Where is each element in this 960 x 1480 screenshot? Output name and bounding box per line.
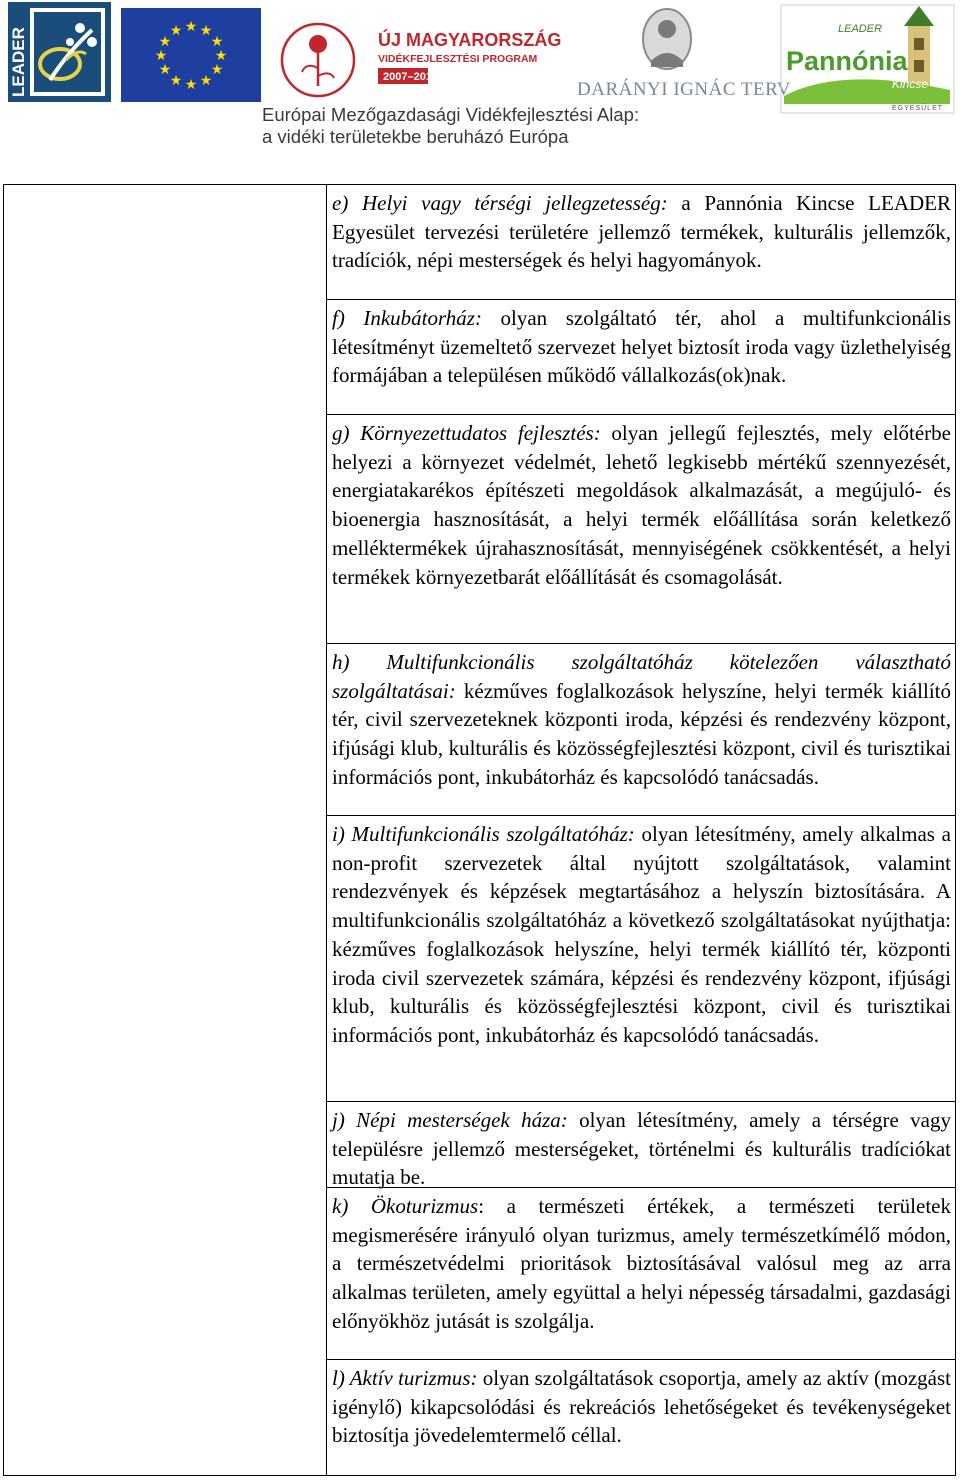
definition-row <box>327 185 955 300</box>
definition-term: k) Ökoturizmus <box>332 1194 479 1218</box>
definition-body: olyan létesítmény, amely alkalmas a non-profit szervezetek által nyújtott szolgáltatások, valamint rendezvények és képzések megtartásához a helyszín biztosítására. A multifunkcionális szolgáltatóház a következő szolgáltatásokat nyújthatja: kézműves foglalkozások helyszíne, helyi termék kiállító tér, központi iroda civil szervezetek számára, képzési és rendezvény központ, ifjúsági klub, kulturális és közösségfejlesztési központ, civil és turisztikai információs pont, inkubátorház és kapcsolódó tanácsadás. <box>332 822 952 1047</box>
leader-logo-icon <box>8 2 111 102</box>
definition-row <box>327 816 955 1102</box>
definition-text <box>332 820 951 1050</box>
definition-row <box>327 415 955 644</box>
definition-term: f) Inkubátorház: <box>332 306 482 330</box>
umfp-title: ÚJ MAGYARORSZÁG <box>378 30 562 50</box>
definition-row <box>327 1188 955 1360</box>
eu-flag-icon <box>121 8 261 102</box>
definition-body: olyan létesítmény, amely a térségre vagy településre jellemző mesterségeket, történelmi és kulturális tradíciókat mutatja be. <box>332 1108 951 1190</box>
definition-text <box>332 648 951 792</box>
definition-text <box>332 1192 951 1336</box>
definition-body: olyan szolgáltatások csoportja, amely az aktív (mozgást igénylő) kikapcsolódási és rekreációs lehetőségeket és tevékenységeket biztosítja jövedelemtermelő céllal. <box>332 1366 952 1448</box>
definition-term: g) Környezettudatos fejlesztés: <box>332 421 601 445</box>
definitions-table <box>3 184 956 1476</box>
eu-flag <box>121 8 261 102</box>
pannonia-leader: LEADER <box>838 23 883 35</box>
definitions-column <box>327 185 955 1474</box>
svg-text:★: ★ <box>184 19 198 35</box>
definition-term: h) Multifunkcionális szolgáltatóház kötelezően választható szolgáltatásai: <box>332 650 951 703</box>
rose-icon <box>282 24 354 96</box>
logo-header <box>0 0 960 160</box>
svg-text:★: ★ <box>199 73 213 89</box>
definition-row <box>327 300 955 415</box>
definition-text <box>332 419 951 591</box>
uj-magyarorszag-logo <box>280 20 565 100</box>
svg-text:★: ★ <box>210 34 224 50</box>
definition-text <box>332 1106 951 1192</box>
empty-left-column <box>4 185 327 1475</box>
definition-text <box>332 304 951 390</box>
pannonia-egyesulet: EGYESÜLET <box>892 105 944 112</box>
definition-row <box>327 1360 955 1474</box>
definition-body: olyan jellegű fejlesztés, mely előtérbe helyezi a környezet védelmét, lehető legkisebb mértékű szennyezését, energiatakarékos építészeti megoldások alkalmazását, a megújuló- és bioenergia hasznosítását, a helyi termék előállítása során keletkező melléktermékek újrahasznosítását, mennyiségének csökkentését, a helyi termékek környezetbarát előállítását és csomagolását. <box>332 421 951 589</box>
tagline-line-2: a vidéki területekbe beruházó Európa <box>262 126 569 147</box>
svg-text:★: ★ <box>158 62 172 78</box>
daranyi-text: DARÁNYI IGNÁC TERV <box>577 79 792 100</box>
definition-body: kézműves foglalkozások helyszíne, helyi termék kiállító tér, civil szervezeteknek központi iroda, képzési és rendezvény központ, ifjúsági klub, kulturális és közösségfejlesztési központ, civil és turisztikai információs pont, inkubátorház és kapcsolódó tanácsadás. <box>332 678 951 789</box>
pannonia-kincse-logo <box>780 4 955 114</box>
definition-term: e) Helyi vagy térségi jellegzetesség: <box>332 191 668 215</box>
svg-text:★: ★ <box>169 23 183 39</box>
definition-text <box>332 1364 951 1450</box>
definition-row <box>327 644 955 816</box>
definition-row <box>327 1102 955 1188</box>
definition-body: olyan szolgáltató tér, ahol a multifunkcionális létesítményt üzemeltető szervezet helyet biztosít iroda vagy üzlethelyiség formájában a településen működő vállalkozás(ok)nak. <box>332 306 952 388</box>
leader-logo <box>8 2 111 102</box>
portrait-icon <box>643 9 691 69</box>
svg-text:★: ★ <box>210 62 224 78</box>
svg-text:★: ★ <box>214 48 228 64</box>
svg-text:★: ★ <box>199 23 213 39</box>
svg-text:★: ★ <box>154 48 168 64</box>
pannonia-kincse: Kincse <box>892 77 929 91</box>
svg-text:★: ★ <box>184 77 198 93</box>
daranyi-ignac-terv-logo <box>575 5 792 103</box>
pannonia-title: Pannónia <box>786 46 908 76</box>
definition-text <box>332 189 951 275</box>
tagline-line-1: Európai Mezőgazdasági Vidékfejlesztési Alap: <box>262 104 640 125</box>
svg-text:★: ★ <box>169 73 183 89</box>
definition-term: j) Népi mesterségek háza: <box>332 1108 568 1132</box>
eafrd-tagline <box>262 104 639 148</box>
definition-body: a Pannónia Kincse LEADER Egyesület tervezési területére jellemző termékek, kulturális jellemzők, tradíciók, népi mesterségek és helyi hagyományok. <box>332 191 951 273</box>
definition-term: i) Multifunkcionális szolgáltatóház: <box>332 822 635 846</box>
umfp-years: 2007–2013 <box>383 71 439 83</box>
leader-logo-text: LEADER <box>9 27 28 97</box>
definition-body: : a természeti értékek, a természeti területek megismerésére irányuló olyan turizmus, amely természetkímélő módon, a természetvédelmi prioritások biztosításával valósul meg az arra alkalmas területen, amely együttal a helyi népesség társadalmi, gazdasági előnyökhöz jutását is szolgálja. <box>332 1194 951 1333</box>
definition-term: l) Aktív turizmus: <box>332 1366 478 1390</box>
svg-text:★: ★ <box>158 34 172 50</box>
umfp-subtitle: VIDÉKFEJLESZTÉSI PROGRAM <box>378 53 538 65</box>
